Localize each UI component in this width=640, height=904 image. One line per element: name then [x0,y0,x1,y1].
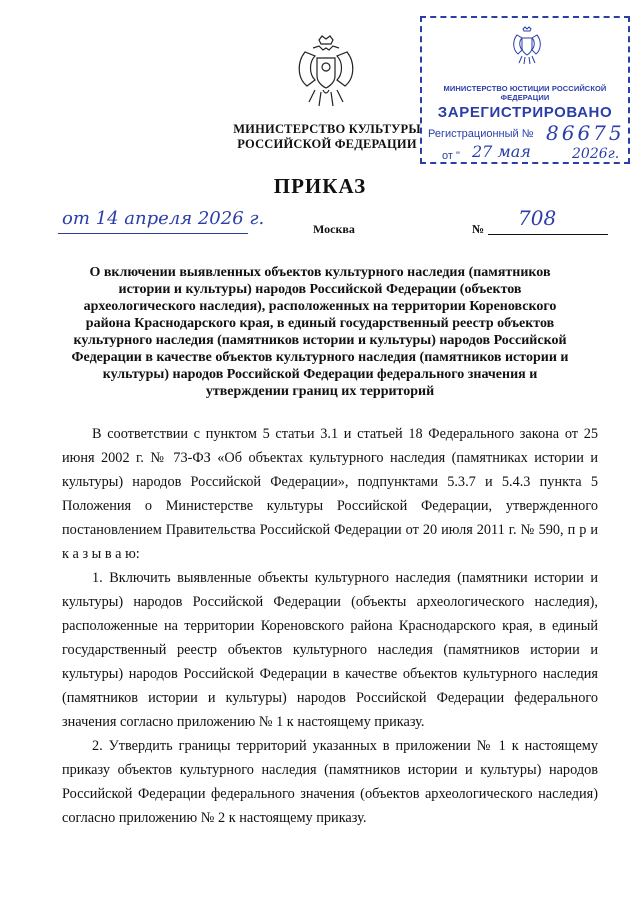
order-date-handwritten: от 14 апреля 2026 г. [62,208,265,229]
ministry-line-1: МИНИСТЕРСТВО КУЛЬТУРЫ [233,122,421,136]
stamp-date-handwritten: 27 мая [472,142,531,161]
stamp-year-handwritten: 2026г. [572,146,620,162]
city: Москва [313,222,355,236]
ministry-header [220,122,434,152]
stamp-reg-number: 86675 [546,121,625,145]
stamp-registered: ЗАРЕГИСТРИРОВАНО [437,104,613,121]
stamp-reg-label: Регистрационный № [428,128,534,140]
order-body [62,422,598,830]
document-title: ПРИКАЗ [273,174,367,198]
paragraph-1: 1. Включить выявленные объекты культурного наследия (памятники истории и культуры) народов Российской Федерации (объекты археологического наследия), расположенные на территории Кореновского района Краснодарского края, в единый государственный реестр объектов культурного наследия (памятников истории и культуры) народов Российской Федерации в качестве объектов культурного наследия (памятников истории и культуры) народов Российской Федерации федерального значения согласно приложению № 1 к настоящему приказу. [62,570,598,730]
ministry-line-2: РОССИЙСКОЙ ФЕДЕРАЦИИ [237,137,417,151]
stamp-ministry: МИНИСТЕРСТВО ЮСТИЦИИ РОССИЙСКОЙ ФЕДЕРАЦИИ [443,84,607,102]
order-subject: О включении выявленных объектов культурного наследия (памятников истории и культуры) народов Российской Федерации (объектов археологического наследия), расположенных на территории Кореновского района Краснодарского края, в единый государственный реестр объектов культурного наследия (памятников истории и культуры) народов Российской Федерации в качестве объектов культурного наследия (памятников истории и культуры) народов Российской Федерации федерального значения и утверждении границ их территорий [71,265,569,399]
stamp-coat-of-arms-icon [512,26,542,66]
number-line [488,234,608,235]
paragraph-2: 2. Утвердить границы территорий указанных в приложении № 1 к настоящему приказу объектов культурного наследия (памятников истории и культуры) народов Российской Федерации федерального значения (объектов археологического наследия) согласно приложению № 2 к настоящему приказу. [62,738,598,826]
stamp-date-label: от " [442,150,460,162]
number-label: № [472,222,485,236]
paragraph-preamble: В соответствии с пунктом 5 статьи 3.1 и статьей 18 Федерального закона от 25 июня 2002 г. № 73-ФЗ «Об объектах культурного наследия (памятниках истории и культуры) народов Российской Федерации», подпунктами 5.3.7 и 5.4.3 пункта 5 Положения о Министерстве культуры Российской Федерации, утвержденного постановлением Правительства Российской Федерации от 20 июля 2011 г. № 590, п р и к а з ы в а ю: [62,426,598,562]
order-number-handwritten: 708 [518,206,557,230]
registration-stamp [420,16,630,164]
coat-of-arms-icon [295,34,357,110]
date-underline [58,233,248,234]
